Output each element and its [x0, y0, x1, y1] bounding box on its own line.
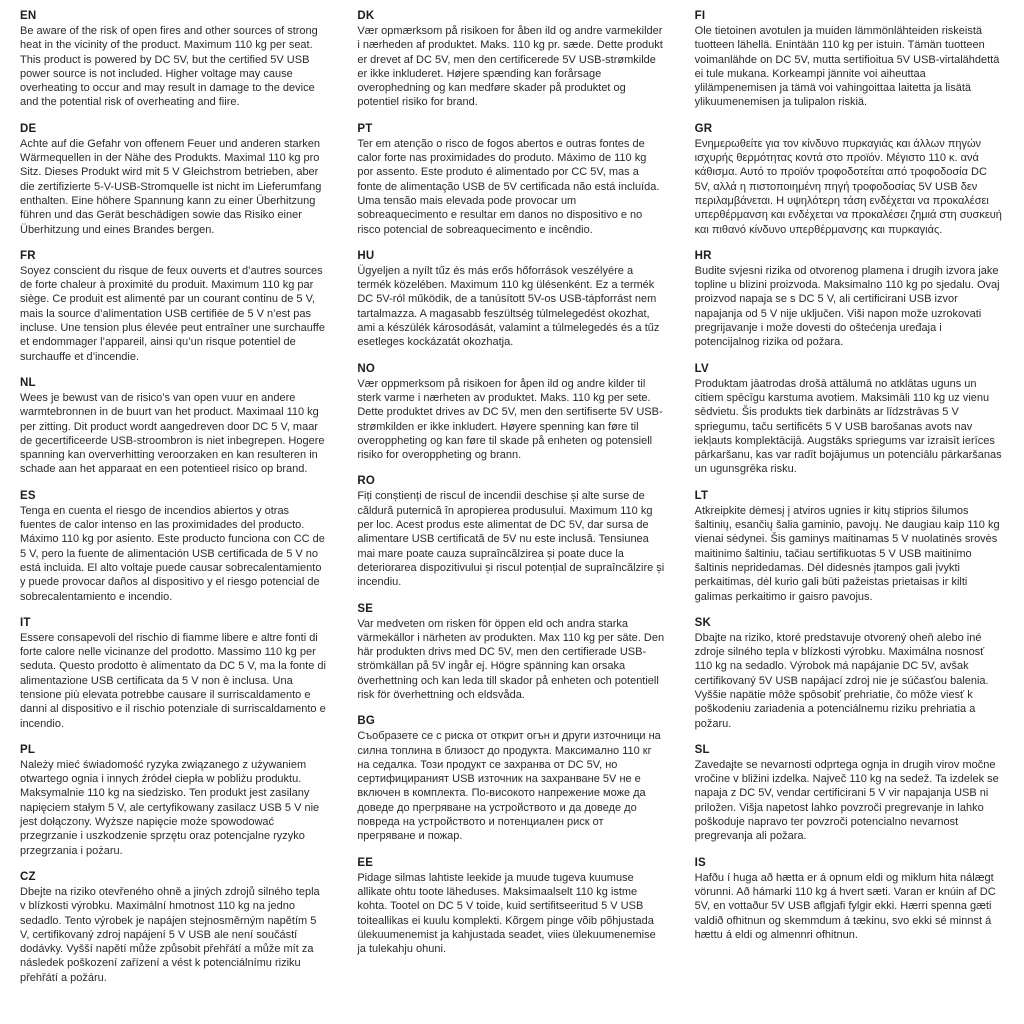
language-code: BG — [357, 715, 375, 728]
language-block-se — [357, 603, 664, 703]
warning-text: Ole tietoinen avotulen ja muiden lämmönlähteiden riskeistä tuotteen lähellä. Enintään 110 kg per istuin. Tämän tuotteen voimanlähde on DC 5V, mutta sertifioitua 5V USB-virtalähdettä ei tule mukana. Korkeampi jännite voi aiheuttaa ylilämpenemisen ja tämä voi vahingoittaa laitetta ja lisätä ylikuumenemisen ja tulipalon riskiä. — [694, 25, 1000, 109]
language-block-no — [357, 363, 664, 463]
language-code: PT — [357, 122, 373, 135]
language-block-nl — [20, 377, 327, 477]
language-code: DK — [357, 10, 375, 22]
language-code: FR — [20, 249, 36, 262]
column-2 — [357, 10, 664, 998]
language-code: SE — [357, 602, 374, 615]
warning-text: Fiți conștienți de riscul de incendii deschise și alte surse de căldură puternică în apropierea produsului. Maximum 110 kg per loc. Acest produs este alimentat de DC 5V, dar sursa de alimentare USB certificată de 5V nu este inclusă. Tensiunea mai mare poate cauza supraîncălzirea și poate duce la deteriorarea dispozitivului și riscul potențial de supraîncălzire și incendiu. — [357, 490, 665, 589]
language-code: RO — [357, 475, 375, 488]
language-code: CZ — [20, 870, 36, 883]
warning-text: Vær opmærksom på risikoen for åben ild og andre varmekilder i nærheden af produktet. Maks. 110 kg pr. sæde. Dette produkt er drevet af DC 5V, men den certificerede 5V USB-strømkilde er ikke inkluderet. Højere spænding kan forårsage overophedning og kan medføre skader på produktet og potentiel risiko for brand. — [357, 25, 663, 109]
warning-text: Vær oppmerksom på risikoen for åpen ild og andre kilder til sterk varme i nærheten av produktet. Maks. 110 kg per sete. Dette produktet drives av DC 5V, men den sertifiserte 5V USB-strømkilden er ikke inkludert. Høyere spenning kan føre til overoppheting og kan føre til skade på enheten og potensiell risiko for overoppheting og brann. — [357, 377, 663, 462]
warning-text: Dbajte na riziko, ktoré predstavuje otvorený oheň alebo iné zdroje silného tepla v blízkosti výrobku. Maximálna nosnosť 110 kg na sedadlo. Výrobok má napájanie DC 5V, avšak certifikovaný 5V USB napájací zdroj nie je súčasťou balenia. Vyššie napätie môže spôsobiť prehriatie, čo môže viesť k poškodeniu zariadenia a potenciálnemu riziku prehriatia a požaru. — [694, 631, 989, 730]
language-block-is — [695, 857, 1002, 942]
language-code: IT — [20, 616, 31, 629]
language-block-ee — [357, 857, 664, 957]
language-block-sl — [695, 744, 1002, 844]
warning-text: Wees je bewust van de risico’s van open vuur en andere warmtebronnen in de buurt van het product. Maximaal 110 kg per zitting. Dit product wordt aangedreven door DC 5 V, maar de gecertificeerde USB-stroombron is niet inbegrepen. Hogere spanning kan oververhitting veroorzaken en kan resulteren in schade aan het apparaat en een potentieel risico op brand. — [20, 391, 325, 476]
warning-text: Hafðu í huga að hætta er á opnum eldi og miklum hita nálægt vörunni. Að hámarki 110 kg á hvert sæti. Varan er knúin af DC 5V, en vottaður 5V USB aflgjafi fylgir ekki. Hærri spenna gæti valdið ofhitnun og skemmdum á tækinu, svo ekki sé minnst á hættu á eldi og almennri ofhitnun. — [694, 871, 996, 941]
warning-text: Atkreipkite dėmesį į atviros ugnies ir kitų stiprios šilumos šaltinių, esančių šalia gaminio, pavojų. Ne daugiau kaip 110 kg vienai sėdynei. Šis gaminys maitinamas 5 V nuolatinės srovės maitinimo šaltiniu, tačiau sertifikuotas 5 V USB maitinimo šaltinis nepridedamas. Dėl didesnės įtampos gali įvykti perkaitimas, dėl kurio gali būti pažeistas prietaisas ir kilti galimas perkaitimo ir gaisro pavojus. — [694, 504, 1000, 603]
language-code: SK — [694, 616, 712, 629]
warning-text: Soyez conscient du risque de feux ouverts et d’autres sources de forte chaleur à proximité du produit. Maximum 110 kg par siège. Ce produit est alimenté par un courant continu de 5 V, mais la source d’alimentation USB certifiée de 5 V n’est pas incluse. Une tension plus élevée peut entraîner une surchauffe et endommager l’appareil, ainsi qu’un risque potentiel de surchauffe et d’incendie. — [20, 264, 325, 363]
column-3 — [695, 10, 1002, 998]
warning-text: Var medveten om risken för öppen eld och andra starka värmekällor i närheten av produkten. Max 110 kg per säte. Den här produkten drivs med DC 5V, men den certifierade USB-strömkällan på 5V ingår ej. Högre spänning kan orsaka överhettning och kan leda till skador på enheten och potentiell risk för överhettning och eldsvåda. — [357, 617, 665, 701]
language-block-es — [20, 490, 327, 604]
language-block-cz — [20, 871, 327, 985]
column-1 — [20, 10, 327, 998]
language-block-en — [20, 10, 327, 110]
warning-text: Budite svjesni rizika od otvorenog plamena i drugih izvora jake topline u blizini proizvoda. Maksimalno 110 kg po sjedalu. Ovaj proizvod napaja se s DC 5 V, ali certificirani USB izvor napajanja od 5 V nije uključen. Viši napon može uzrokovati pregrijavanje i može dovesti do oštećenja uređaja i potencijalnog rizika od požara. — [694, 264, 1000, 349]
language-block-hr — [695, 250, 1002, 350]
language-block-pt — [357, 123, 664, 237]
language-code: HU — [357, 249, 375, 262]
warning-text: Achte auf die Gefahr von offenem Feuer und anderen starken Wärmequellen in der Nähe des Produkts. Maximal 110 kg pro Sitz. Dieses Produkt wird mit 5 V Gleichstrom betrieben, aber die zertifizierte 5-V-USB-Stromquelle ist nicht im Lieferumfang enthalten. Eine höhere Spannung kann zu einer Überhitzung führen und das Gerät beschädigen sowie das Risiko einer Überhitzung und eines Brandes bergen. — [20, 137, 322, 236]
language-block-it — [20, 617, 327, 731]
language-code: HR — [694, 249, 712, 262]
language-block-ro — [357, 475, 664, 589]
warning-text: Należy mieć świadomość ryzyka związanego z używaniem otwartego ognia i innych źródeł ciepła w pobliżu produktu. Maksymalnie 110 kg na siedzisko. Ten produkt jest zasilany napięciem stałym 5 V, ale certyfikowany zasilacz USB 5 V nie jest dołączony. Wyższe napięcie może spowodować przegrzanie i uszkodzenie sprzętu oraz potencjalne ryzyko przegrzania i pożaru. — [20, 758, 320, 857]
language-code: NL — [20, 376, 36, 389]
warning-text: Ter em atenção o risco de fogos abertos e outras fontes de calor forte nas proximidades do produto. Máximo de 110 kg por assento. Este produto é alimentado por CC 5V, mas a fonte de alimentação USB de 5V certificada não está incluída. Uma tensão mais elevada pode provocar um sobreaquecimento e resultar em danos no dispositivo e no risco potencial de sobreaquecimento e incêndio. — [357, 137, 660, 236]
language-block-fr — [20, 250, 327, 364]
warning-text: Pidage silmas lahtiste leekide ja muude tugeva kuumuse allikate ohtu toote läheduses. Maksimaalselt 110 kg istme kohta. Tootel on DC 5 V toide, kuid sertifitseeritud 5 V USB toiteallikas ei kuulu komplekti. Kõrgem pinge võib põhjustada ülekuumenemist ja kahjustada seadet, viies ülekuumenemise ja tulekahju ohuni. — [357, 871, 656, 956]
language-block-lt — [695, 490, 1002, 604]
language-code: DE — [20, 122, 37, 135]
language-block-gr — [695, 123, 1002, 237]
language-code: FI — [694, 10, 706, 22]
language-code: PL — [20, 743, 36, 756]
warning-text: Съобразете се с риска от открит огън и други източници на силна топлина в близост до продукта. Максимално 110 кг на седалка. Този продукт се захранва от DC 5V, но сертифицираният USB източник на захранване 5V не е включен в комплекта. По-високото напрежение може да доведе до прегряване на устройството и да доведе до повреда на устройството и потенциален риск от прегряване и пожар. — [357, 730, 661, 843]
warning-text: Be aware of the risk of open fires and other sources of strong heat in the vicinity of the product. Maximum 110 kg per seat. This product is powered by DC 5V, but the certified 5V USB power source is not included. Higher voltage may cause overheating to occur and may result in damage to the device and the potential risk of overheating and fiire. — [20, 25, 318, 109]
language-code: ES — [20, 489, 36, 502]
language-code: EE — [357, 856, 374, 869]
language-block-bg — [357, 715, 664, 843]
language-code: NO — [357, 362, 375, 375]
language-code: SL — [694, 743, 710, 756]
language-block-dk — [357, 10, 664, 110]
language-block-hu — [357, 250, 664, 350]
warning-text: Ügyeljen a nyílt tűz és más erős hőforrások veszélyére a termék közelében. Maximum 110 kg ülésenként. Ez a termék DC 5V-ról működik, de a tanúsított 5V-os USB-tápforrást nem tartalmazza. A magasabb feszültség túlmelegedést okozhat, ami a készülék károsodását, valamint a túlmelegedés és a tűz esetleges kockázatát okozhatja. — [357, 264, 660, 349]
language-block-lv — [695, 363, 1002, 477]
warning-text: Produktam jāatrodas drošā attālumā no atklātas uguns un citiem spēcīgu karstuma avotiem. Maksimāli 110 kg uz vienu sēdvietu. Šis produkts tiek darbināts ar līdzstrāvas 5 V spriegumu, taču sertificēts 5 V USB barošanas avots nav iekļauts komplektācijā. Augstāks spriegums var izraisīt ierīces pārkaršanu, kas var radīt bojājumus un potenciālu pārkaršanas un ugunsgrēka risku. — [694, 377, 1002, 476]
warning-text: Tenga en cuenta el riesgo de incendios abiertos y otras fuentes de calor intenso en las proximidades del producto. Máximo 110 kg por asiento. Este producto funciona con CC de 5 V, pero la fuente de alimentación USB certificada de 5 V no está incluida. El alto voltaje puede causar sobrecalentamiento y puede provocar daños al dispositivo y el riesgo potencial de sobrecalentamiento e incendio. — [20, 504, 325, 603]
language-block-pl — [20, 744, 327, 858]
language-block-de — [20, 123, 327, 237]
warning-text: Dbejte na riziko otevřeného ohně a jiných zdrojů silného tepla v blízkosti výrobku. Maximální hmotnost 110 kg na jedno sedadlo. Tento výrobek je napájen stejnosměrným napětím 5 V, certifikovaný zdroj napájení 5 V USB ale není součástí dodávky. Vyšší napětí může způsobit přehřátí a může mít za následek poškození zařízení a vést k potenciálnímu riziku přehřátí a požáru. — [20, 885, 320, 984]
warning-text: Ενημερωθείτε για τον κίνδυνο πυρκαγιάς και άλλων πηγών ισχυρής θερμότητας κοντά στο προϊόν. Μέγιστο 110 κ. ανά κάθισμα. Αυτό το προϊόν τροφοδοτείται από τροφοδοσία DC 5V, αλλά η πιστοποιημένη πηγή τροφοδοσίας 5V USB δεν περιλαμβάνεται. Η υψηλότερη τάση ενδέχεται να προκαλέσει υπερθέρμανση και ενδέχεται να προκαλέσει ζημιά στη συσκευή και πιθανό κίνδυνο υπερθέρμανσης και πυρκαγιάς. — [694, 137, 1002, 236]
warning-text: Essere consapevoli del rischio di fiamme libere e altre fonti di forte calore nelle vicinanze del prodotto. Massimo 110 kg per seduta. Questo prodotto è alimentato da DC 5 V, ma la fonte di alimentazione USB certificata da 5 V non è inclusa. Una tensione più elevata potrebbe causare il surriscaldamento e danni al dispositivo e il rischio potenziale di surriscaldamento e incendio. — [20, 631, 326, 730]
language-block-fi — [695, 10, 1002, 110]
language-code: LT — [694, 489, 709, 502]
language-code: EN — [20, 10, 37, 22]
language-code: IS — [694, 856, 706, 869]
language-block-sk — [695, 617, 1002, 731]
warning-text: Zavedajte se nevarnosti odprtega ognja in drugih virov močne vročine v bližini izdelka. Največ 110 kg na sedež. Ta izdelek se napaja z DC 5V, vendar certificirani 5 V vir napajanja USB ni priložen. Višja napetost lahko povzroči pregrevanje in lahko poškoduje napravo ter povzroči potencialno nevarnost pregrevanja ali požara. — [694, 758, 999, 843]
language-code: LV — [694, 362, 709, 375]
language-code: GR — [694, 122, 713, 135]
